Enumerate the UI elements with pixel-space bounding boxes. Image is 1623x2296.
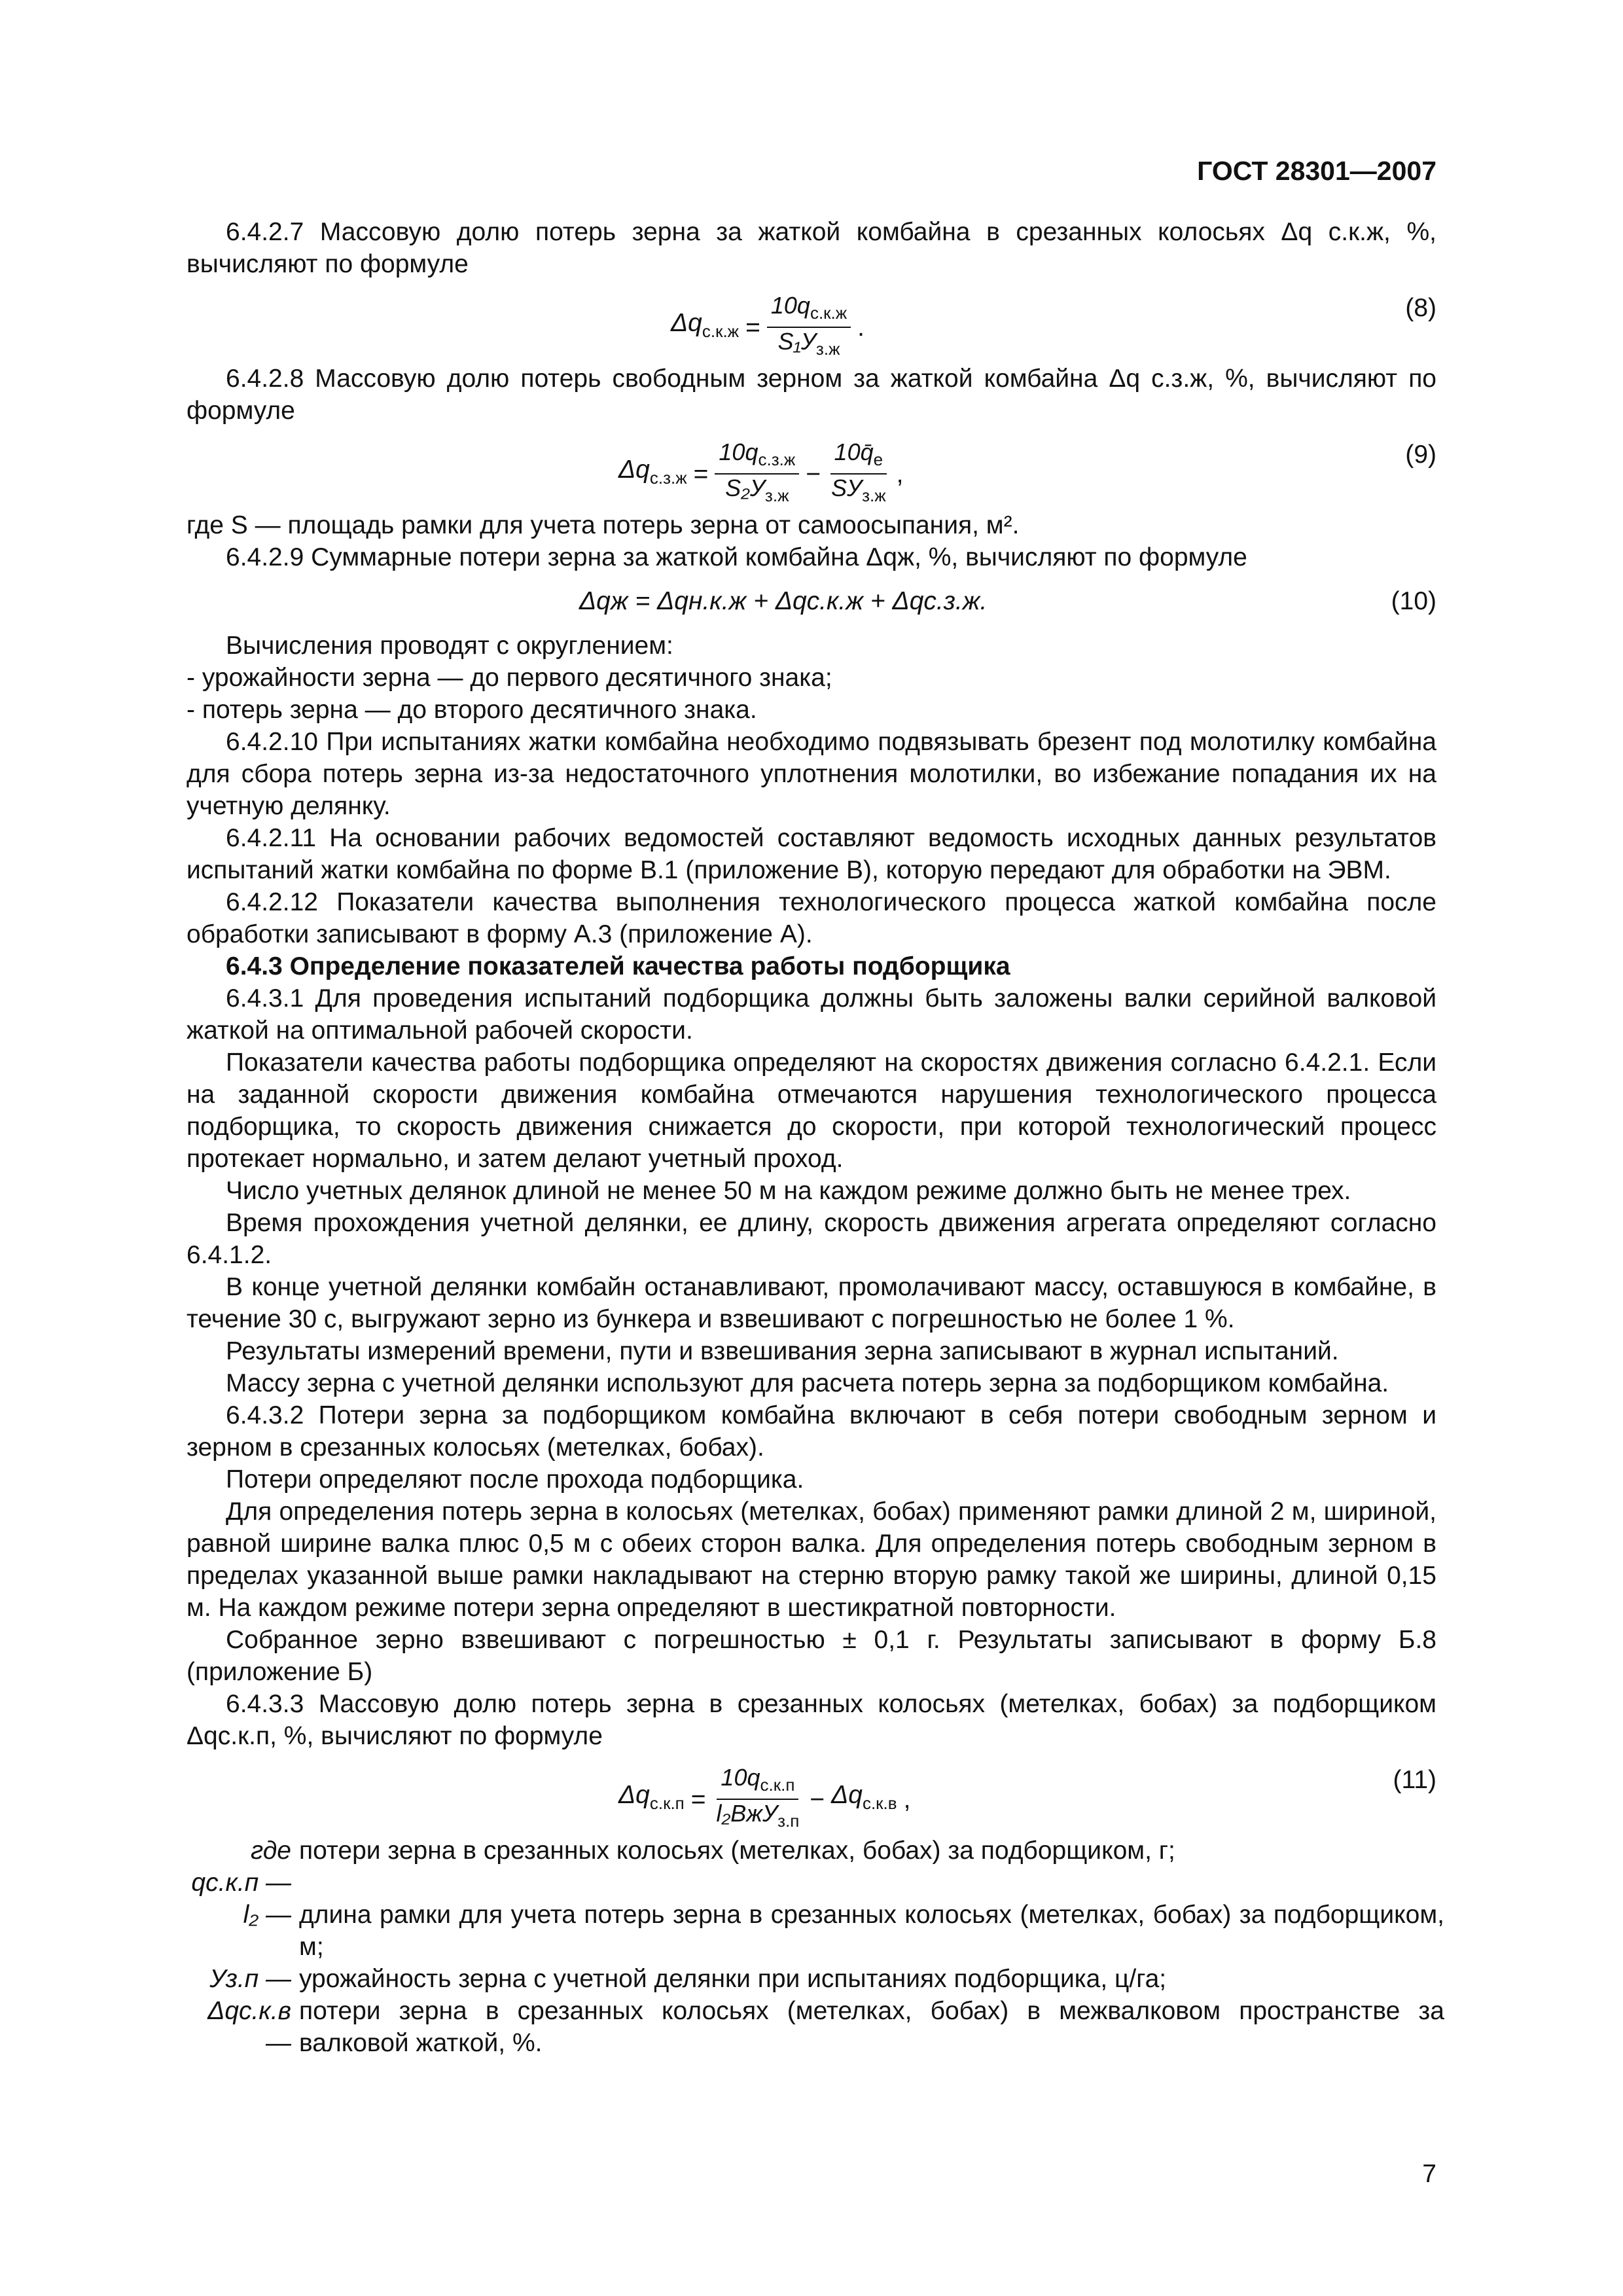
document-body (187, 216, 1444, 2059)
formula-11: $\Delta q_{с.к.п}$ = $\frac{10q_{с.к.п}}{l_2BжУ_{з.п}}$ − $\Delta q_{с.к.в}$ , (11) (618, 1764, 1436, 1831)
paragraph-6-4-3-3: 6.4.3.3 Массовую долю потерь зерна в срезанных колосьях (метелках, бобах) за подборщиком Δqс.к.п, %, вычисляют по формуле (187, 1690, 1436, 1750)
paragraph-mass: Массу зерна с учетной делянки используют для расчета потерь зерна за подборщиком комбайна. (226, 1369, 1389, 1397)
paragraph-6-4-2-10: 6.4.2.10 При испытаниях жатки комбайна необходимо подвязывать брезент под молотилку комбайна для сбора потерь зерна из-за недостаточного уплотнения молотилки, во избежание попадания их на учетную делянку. (187, 728, 1436, 820)
paragraph-6-4-3-1: 6.4.3.1 Для проведения испытаний подборщика должны быть заложены валки серийной валковой жаткой на оптимальной рабочей скорости. (187, 984, 1436, 1045)
paragraph-end: В конце учетной делянки комбайн останавливают, промолачивают массу, оставшуюся в комбайне, в течение 30 с, выгружают зерно из бункера и взвешивают с погрешностью не более 1 %. (187, 1273, 1436, 1333)
where-description: длина рамки для учета потерь зерна в срезанных колосьях (метелках, бобах) за подборщиком, м; (299, 1901, 1444, 1961)
paragraph-6-4-2-8: 6.4.2.8 Массовую долю потерь свободным зерном за жаткой комбайна Δq с.з.ж, %, вычисляют по формуле (187, 365, 1436, 425)
paragraph-time: Время прохождения учетной делянки, ее длину, скорость движения агрегата определяют согласно 6.4.1.2. (187, 1209, 1436, 1269)
where-description: потери зерна в срезанных колосьях (метелках, бобах) в межвалковом пространстве за валковой жаткой, %. (299, 1997, 1444, 2057)
paragraph-weigh: Собранное зерно взвешивают с погрешностью ± 0,1 г. Результаты записывают в форму Б.8 (приложение Б) (187, 1626, 1436, 1686)
where-symbol: где qс.к.п — (191, 1837, 291, 1897)
formula-10-number: (10) (1391, 587, 1436, 615)
formula-9: $\Delta q_{с.з.ж}$ = $\frac{10q_{с.з.ж}}{S_2У_{з.ж}}$ − $\frac{10q̄_е}{SУ_{з.ж}}$ , (9) (618, 439, 1436, 506)
paragraph-6-4-3-2: 6.4.3.2 Потери зерна за подборщиком комбайна включают в себя потери свободным зерном и зерном в срезанных колосьях (метелках, бобах). (187, 1401, 1436, 1462)
paragraph-results: Результаты измерений времени, пути и взвешивания зерна записывают в журнал испытаний. (226, 1337, 1339, 1365)
paragraph-6-4-2-11: 6.4.2.11 На основании рабочих ведомостей составляют ведомость исходных данных результатов испытаний жатки комбайна по форме В.1 (приложение В), которую передают для обработки на ЭВМ. (187, 824, 1436, 884)
list-item: - урожайности зерна — до первого десятичного знака; (187, 662, 1436, 694)
paragraph-6-4-2-9: 6.4.2.9 Суммарные потери зерна за жаткой комбайна Δqж, %, вычисляют по формуле (226, 543, 1247, 571)
page-number: 7 (1422, 2160, 1436, 2188)
where-symbol: Δqс.к.в — (207, 1997, 291, 2057)
where-symbol: Уз.п — (209, 1965, 291, 1993)
formula-10: Δqж = Δqн.к.ж + Δqс.к.ж + Δqс.з.ж. (10) (187, 579, 1436, 624)
formula-9-number: (9) (1405, 440, 1436, 469)
where-description: потери зерна в срезанных колосьях (метелках, бобах) за подборщиком, г; (299, 1837, 1175, 1865)
formula-8: $\Delta q_{с.к.ж}$ = $\frac{10q_{с.к.ж}}{S_1У_{з.ж}}$ . (8) (187, 285, 1436, 357)
paragraph-losses: Потери определяют после прохода подборщика. (226, 1465, 804, 1494)
heading-6-4-3: 6.4.3 Определение показателей качества работы подборщика (226, 952, 1010, 980)
paragraph-6-4-2-7: 6.4.2.7 Массовую долю потерь зерна за жаткой комбайна в срезанных колосьях Δq с.к.ж, %, вычисляют по формуле (187, 218, 1436, 278)
rounding-intro: Вычисления проводят с округлением: (226, 632, 673, 660)
paragraph-frames: Для определения потерь зерна в колосьях (метелках, бобах) применяют рамки длиной 2 м, шириной, равной ширине валка плюс 0,5 м с обеих сторон валка. Для определения потерь свободным зерном в пределах указанной выше рамки накладывают на стерню вторую рамку такой же ширины, длиной 0,15 м. На каждом режиме потери зерна определяют в шестикратной повторности. (187, 1498, 1436, 1622)
where-symbol: l₂ — (243, 1901, 291, 1929)
paragraph-count: Число учетных делянок длиной не менее 50 м на каждом режиме должно быть не менее трех. (226, 1177, 1351, 1205)
paragraph-speeds: Показатели качества работы подборщика определяют на скоростях движения согласно 6.4.2.1. Если на заданной скорости движения комбайна отмечаются нарушения технологического процесса подборщика, то скорость движения снижается до скорости, при которой технологический процесс протекает нормально, и затем делают учетный проход. (187, 1049, 1436, 1173)
where-description: урожайность зерна с учетной делянки при испытаниях подборщика, ц/га; (299, 1965, 1167, 1993)
formula-11-number: (11) (1393, 1766, 1436, 1794)
rounding-list (187, 662, 1436, 726)
standard-header: ГОСТ 28301—2007 (1197, 156, 1436, 186)
formula-8-fraction: $\frac{10q_{с.к.ж}}{S_1У_{з.ж}}$ (767, 292, 851, 363)
where-list (187, 1835, 1444, 2059)
formula-8-number: (8) (1405, 294, 1436, 322)
formula-8-lhs: $\Delta q_{с.к.ж}$ (671, 309, 740, 342)
list-item: - потерь зерна — до второго десятичного знака. (187, 694, 1436, 726)
where-s: где S — площадь рамки для учета потерь зерна от самоосыпания, м². (187, 511, 1020, 539)
paragraph-6-4-2-12: 6.4.2.12 Показатели качества выполнения технологического процесса жаткой комбайна после обработки записывают в форму А.3 (приложение А). (187, 888, 1436, 948)
